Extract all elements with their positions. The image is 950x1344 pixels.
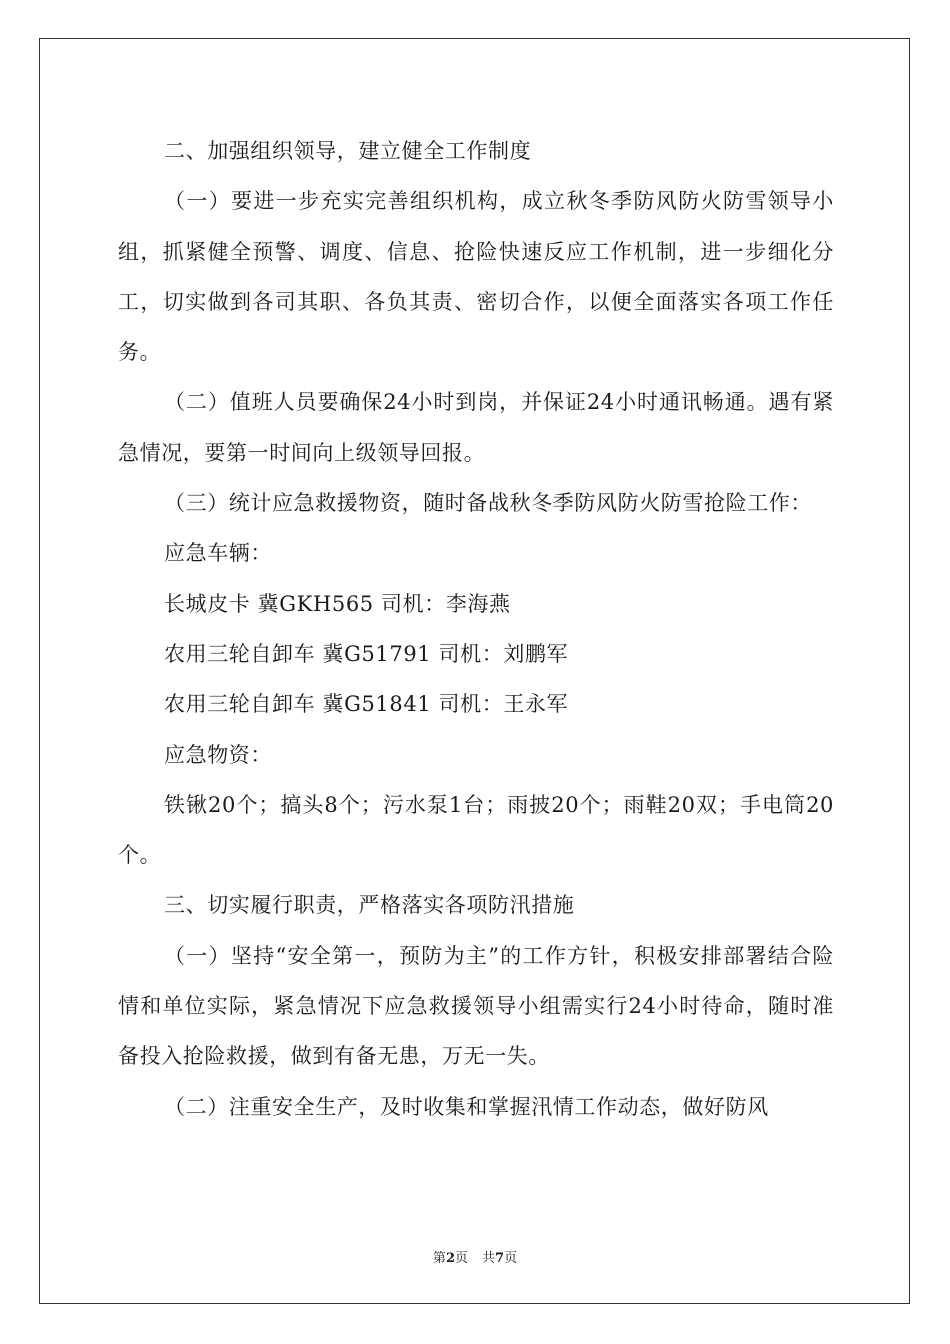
paragraph-safety-production: （二）注重安全生产，及时收集和掌握汛情工作动态，做好防风 <box>164 1094 769 1119</box>
vehicle-item-3: 农用三轮自卸车 冀G51841 司机：王永军 <box>164 692 569 717</box>
section-heading-3: 三、切实履行职责，严格落实各项防汛措施 <box>164 893 575 918</box>
section-heading-2: 二、加强组织领导，建立健全工作制度 <box>164 139 532 163</box>
vehicles-label: 应急车辆： <box>164 541 272 566</box>
page-number: 2 <box>445 1251 455 1266</box>
vehicle-item-1: 长城皮卡 冀GKH565 司机：李海燕 <box>164 591 511 616</box>
page-prefix: 第 <box>432 1251 446 1266</box>
materials-list: 铁锹20个；搞头8个；污水泵1台；雨披20个；雨鞋20双；手电筒20个。 <box>118 792 834 868</box>
page-suffix: 页 <box>454 1251 468 1266</box>
paragraph-duty-staff: （二）值班人员要确保24小时到岗，并保证24小时通讯畅通。遇有紧急情况，要第一时间向上级领导回报。 <box>118 390 834 465</box>
total-prefix: 共 <box>482 1251 496 1266</box>
paragraph-organization: （一）要进一步充实完善组织机构，成立秋冬季防风防火防雪领导小组，抓紧健全预警、调度、信息、抢险快速反应工作机制，进一步细化分工，切实做到各司其职、各负其责、密切合作，以便全面落实各项工作任务。 <box>118 189 834 365</box>
paragraph-supplies-stats: （三）统计应急救援物资，随时备战秋冬季防风防火防雪抢险工作： <box>164 491 812 516</box>
total-suffix: 页 <box>504 1251 518 1266</box>
document-body <box>118 126 834 1132</box>
paragraph-safety-first: （一）坚持“安全第一，预防为主”的工作方针，积极安排部署结合险情和单位实际，紧急情况下应急救援领导小组需实行24小时待命，随时准备投入抢险救援，做到有备无患，万无一失。 <box>118 943 834 1069</box>
total-pages: 7 <box>495 1251 505 1266</box>
materials-label: 应急物资： <box>164 742 272 767</box>
vehicle-item-2: 农用三轮自卸车 冀G51791 司机：刘鹏军 <box>164 641 569 666</box>
page-footer <box>0 1247 950 1266</box>
